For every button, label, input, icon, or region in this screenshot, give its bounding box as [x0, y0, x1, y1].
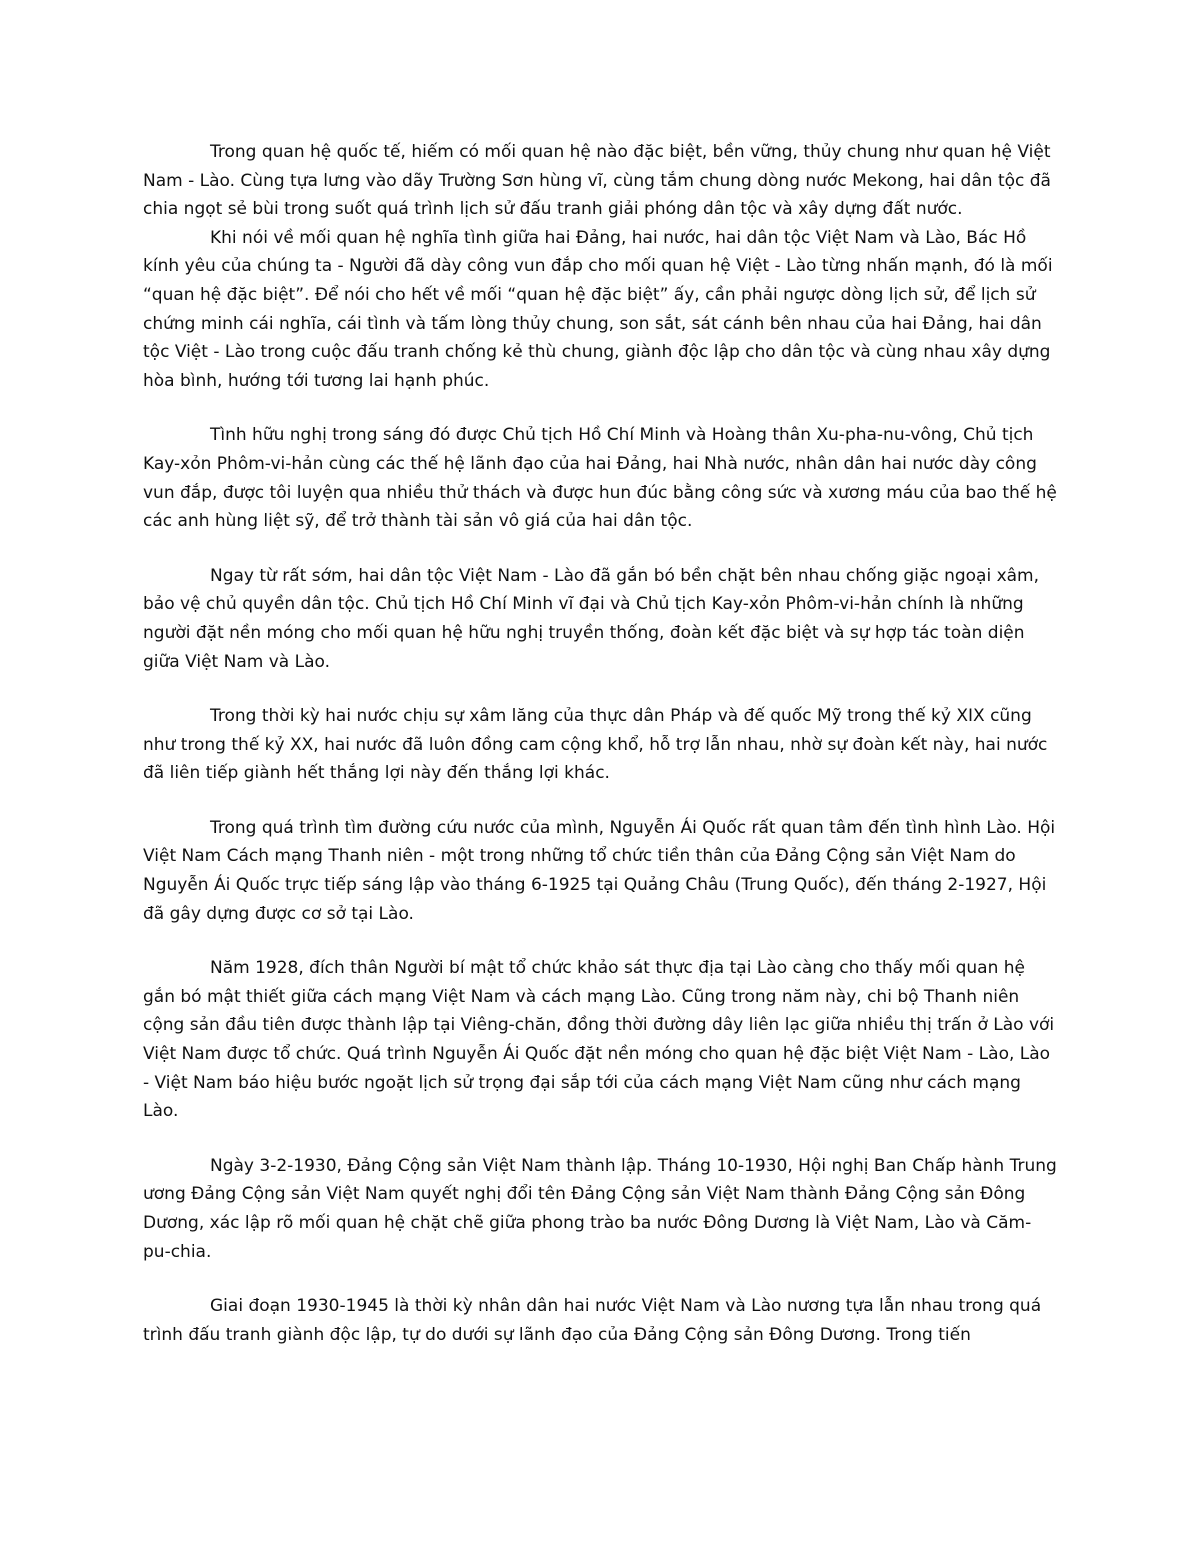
paragraph-1928: Năm 1928, đích thân Người bí mật tổ chức khảo sát thực địa tại Lào càng cho thấy mối quan hệ gắn bó mật thiết giữa cách mạng Việt Nam và cách mạng Lào. Cũng trong năm này, chi bộ Thanh niên cộng sản đầu tiên được thành lập tại Viêng-chăn, đồng thời đường dây liên lạc giữa nhiều thị trấn ở Lào với Việt Nam được tổ chức. Quá trình Nguyễn Ái Quốc đặt nền móng cho quan hệ đặc biệt Việt Nam - Lào, Lào - Việt Nam báo hiệu bước ngoặt lịch sử trọng đại sắp tới của cách mạng Việt Nam cũng như cách mạng Lào.	[143, 958, 1055, 1122]
paragraph-colonial-era: Trong thời kỳ hai nước chịu sự xâm lăng của thực dân Pháp và đế quốc Mỹ trong thế kỷ XIX cũng như trong thế kỷ XX, hai nước đã luôn đồng cam cộng khổ, hỗ trợ lẫn nhau, nhờ sự đoàn kết này, hai nước đã liên tiếp giành hết thắng lợi này đến thắng lợi khác.	[143, 706, 1048, 784]
paragraph-1930-1945: Giai đoạn 1930-1945 là thời kỳ nhân dân hai nước Việt Nam và Lào nương tựa lẫn nhau trong quá trình đấu tranh giành độc lập, tự do dưới sự lãnh đạo của Đảng Cộng sản Đông Dương. Trong tiến	[143, 1296, 1042, 1345]
paragraph-nguyen-ai-quoc: Trong quá trình tìm đường cứu nước của mình, Nguyễn Ái Quốc rất quan tâm đến tình hình Lào. Hội Việt Nam Cách mạng Thanh niên - một trong những tổ chức tiền thân của Đảng Cộng sản Việt Nam do Nguyễn Ái Quốc trực tiếp sáng lập vào tháng 6-1925 tại Quảng Châu (Trung Quốc), đến tháng 2-1927, Hội đã gây dựng được cơ sở tại Lào.	[143, 817, 1056, 924]
paragraph-intro: Trong quan hệ quốc tế, hiếm có mối quan hệ nào đặc biệt, bền vững, thủy chung như quan hệ Việt Nam - Lào. Cùng tựa lưng vào dãy Trường Sơn hùng vĩ, cùng tắm chung dòng nước Mekong, hai dân tộc đã chia ngọt sẻ bùi trong suốt quá trình lịch sử đấu tranh giải phóng dân tộc và xây dựng đất nước.	[143, 142, 1051, 220]
paragraph-early-bond: Ngay từ rất sớm, hai dân tộc Việt Nam - Lào đã gắn bó bền chặt bên nhau chống giặc ngoại xâm, bảo vệ chủ quyền dân tộc. Chủ tịch Hồ Chí Minh vĩ đại và Chủ tịch Kay-xỏn Phôm-vi-hản chính là những người đặt nền móng cho mối quan hệ hữu nghị truyền thống, đoàn kết đặc biệt và sự hợp tác toàn diện giữa Việt Nam và Lào.	[143, 565, 1040, 672]
paragraph-special-relationship: Khi nói về mối quan hệ nghĩa tình giữa hai Đảng, hai nước, hai dân tộc Việt Nam và Lào, Bác Hồ kính yêu của chúng ta - Người đã dày công vun đắp cho mối quan hệ Việt - Lào từng nhấn mạnh, đó là mối “quan hệ đặc biệt”. Để nói cho hết về mối “quan hệ đặc biệt” ấy, cần phải ngược dòng lịch sử, để lịch sử chứng minh cái nghĩa, cái tình và tấm lòng thủy chung, son sắt, sát cánh bên nhau của hai Đảng, hai dân tộc Việt - Lào trong cuộc đấu tranh chống kẻ thù chung, giành độc lập cho dân tộc và cùng nhau xây dựng hòa bình, hướng tới tương lai hạnh phúc.	[143, 227, 1053, 391]
paragraph-friendship: Tình hữu nghị trong sáng đó được Chủ tịch Hồ Chí Minh và Hoàng thân Xu-pha-nu-vông, Chủ tịch Kay-xỏn Phôm-vi-hản cùng các thế hệ lãnh đạo của hai Đảng, hai Nhà nước, nhân dân hai nước dày công vun đắp, được tôi luyện qua nhiều thử thách và được hun đúc bằng công sức và xương máu của bao thế hệ các anh hùng liệt sỹ, để trở thành tài sản vô giá của hai dân tộc.	[143, 425, 1057, 532]
paragraph-1930: Ngày 3-2-1930, Đảng Cộng sản Việt Nam thành lập. Tháng 10-1930, Hội nghị Ban Chấp hành Trung ương Đảng Cộng sản Việt Nam quyết nghị đổi tên Đảng Cộng sản Việt Nam thành Đảng Cộng sản Đông Dương, xác lập rõ mối quan hệ chặt chẽ giữa phong trào ba nước Đông Dương là Việt Nam, Lào và Căm-pu-chia.	[143, 1155, 1057, 1262]
